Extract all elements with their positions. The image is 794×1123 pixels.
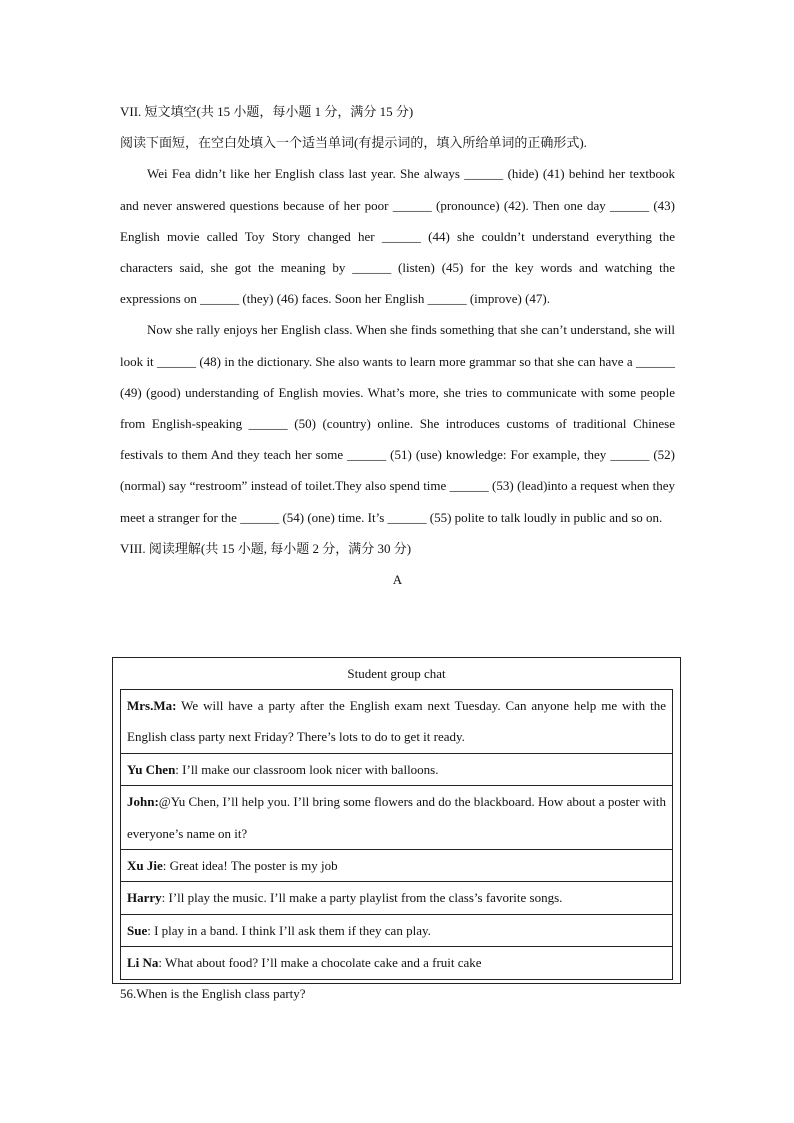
chat-message xyxy=(121,881,672,913)
message-sender: John: xyxy=(127,794,159,810)
message-text: We will have a party after the English exam next Tuesday. Can anyone help me with the English class party next Friday? There’s lots to do to get it ready. xyxy=(127,698,666,745)
message-sender: Sue xyxy=(127,922,148,938)
part-label: A xyxy=(392,572,403,588)
message-sender: Yu Chen xyxy=(127,761,176,777)
chat-title: Student group chat xyxy=(347,666,446,681)
section-7-instruction: 阅读下面短，在空白处填入一个适当单词(有提示词的，填入所给单词的正确形式). xyxy=(120,135,587,151)
message-text: : I’ll play the music. I’ll make a party playlist from the class’s favorite songs. xyxy=(161,890,563,906)
message-sender: Xu Jie xyxy=(127,858,163,874)
section-7-heading: VII. 短文填空(共 15 小题，每小题 1 分，满分 15 分) xyxy=(120,104,414,119)
message-text: : What about food? I’ll make a chocolate cake and a fruit cake xyxy=(158,955,482,971)
passage-paragraph-2: Now she rally enjoys her English class. When she finds something that she can’t understand, she will look it ______ (48) in the dictionary. She also wants to learn more grammar so that she can have a ______ (49) (good) understanding of English movies. What’s more, she tries to communicate with some people from English-speaking ______ (50) (country) online. She introduces customs of traditional Chinese festivals to them And they teach her some ______ (51) (use) knowledge: For example, they ______ (52) (normal) say “restroom” instead of toilet.They also spend time ______ (53) (lead)into a request when they meet a stranger for the ______ (54) (one) time. It’s ______ (55) polite to talk loudly in public and so on. xyxy=(120,322,675,525)
message-text: @Yu Chen, I’ll help you. I’ll bring some flowers and do the blackboard. How about a poster with everyone’s name on it? xyxy=(127,794,666,841)
message-text: : Great idea! The poster is my job xyxy=(162,858,338,874)
section-8-heading: VIII. 阅读理解(共 15 小题, 每小题 2 分，满分 30 分) xyxy=(120,540,412,556)
chat-messages xyxy=(120,689,673,980)
passage-paragraph-1: Wei Fea didn’t like her English class last year. She always ______ (hide) (41) behind her textbook and never answered questions because of her poor ______ (pronounce) (42). Then one day ______ (43) English movie called Toy Story changed her ______ (44) she couldn’t understand everything the characters said, she got the meaning by ______ (listen) (45) for the key words and watching the expressions on ______ (they) (46) faces. Soon her English ______ (improve) (47). xyxy=(120,166,675,307)
reading-section xyxy=(120,96,675,595)
group-chat-table xyxy=(112,657,681,984)
message-text: : I’ll make our classroom look nicer with balloons. xyxy=(175,761,439,777)
chat-message xyxy=(121,785,672,849)
chat-message xyxy=(121,849,672,881)
question-56: 56.When is the English class party? xyxy=(120,986,306,1001)
chat-message xyxy=(121,690,672,753)
message-sender: Harry xyxy=(127,890,162,906)
message-sender: Mrs.Ma: xyxy=(127,698,177,713)
chat-message xyxy=(121,946,672,978)
chat-message xyxy=(121,914,672,946)
message-text: : I play in a band. I think I’ll ask them if they can play. xyxy=(147,922,431,938)
message-sender: Li Na xyxy=(127,955,159,971)
chat-message xyxy=(121,753,672,785)
